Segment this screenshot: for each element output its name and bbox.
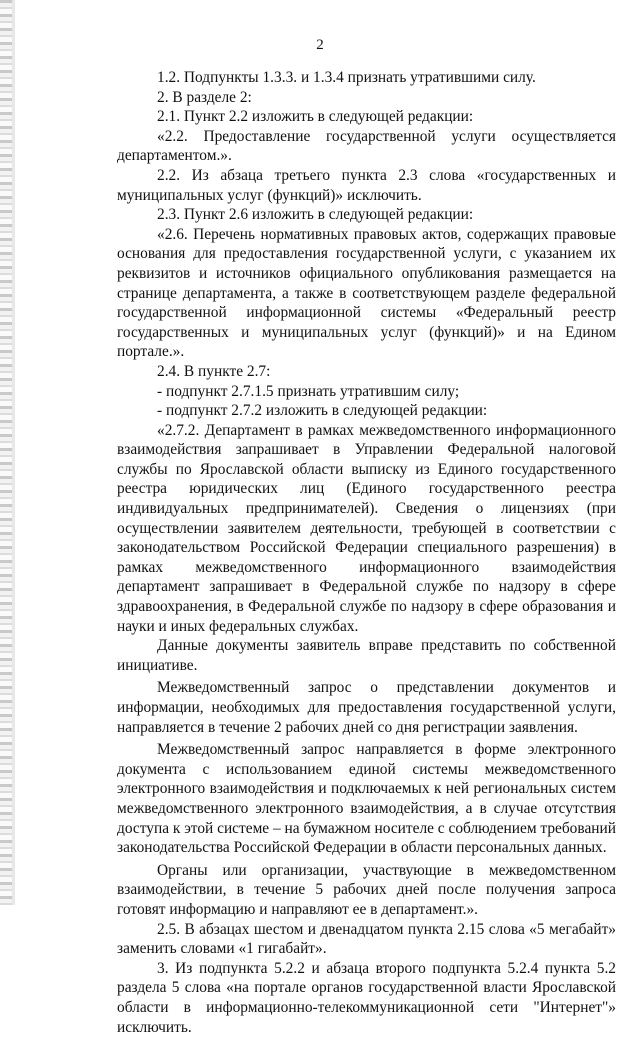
paragraph-1-2: 1.2. Подпункты 1.3.3. и 1.3.4 признать утратившими силу. [157, 69, 536, 86]
paragraph-2-2-quote: «2.2. Предоставление государственной услуги осуществляется департаментом.». [117, 127, 616, 165]
paragraph-2: 2. В разделе 2: [157, 88, 252, 106]
document-body [117, 68, 616, 1037]
paragraph-2-7-2-quote: «2.7.2. Департамент в рамках межведомственного информационного взаимодействия запрашивает в Управлении Федеральной налоговой службы по Ярославской области выписку из Единого государственного реестра юридических лиц (Единого государственного реестра индивидуальных предпринимателей). Сведения о лицензиях (при осуществлении заявителем деятельности, требующей в соответствии с законодательством Российской Федерации специального разрешения) в рамках межведомственного информационного взаимодействия департамент запрашивает в Федеральной службе по надзору в сфере здравоохранения, в Федеральной службе по надзору в сфере образования и науки и иных федеральных службах. [117, 421, 616, 635]
scan-edge-artifact [0, 0, 12, 905]
scan-edge-shadow [12, 0, 15, 905]
paragraph-2-5: 2.5. В абзацах шестом и двенадцатом пункта 2.15 слова «5 мегабайт» заменить словами «1 гигабайт». [117, 920, 616, 958]
paragraph-request-deadline: Межведомственный запрос о представлении документов и информации, необходимых для предоставления государственной услуги, направляется в течение 2 рабочих дней со дня регистрации заявления. [117, 679, 616, 736]
page-number: 2 [316, 37, 324, 53]
paragraph-2-2: 2.2. Из абзаца третьего пункта 2.3 слова «государственных и муниципальных услуг (функций)» исключить. [117, 166, 616, 204]
paragraph-2-4: 2.4. В пункте 2.7: [157, 362, 271, 380]
paragraph-documents-initiative: Данные документы заявитель вправе представить по собственной инициативе. [117, 637, 616, 674]
paragraph-2-1: 2.1. Пункт 2.2 изложить в следующей редакции: [157, 108, 474, 126]
paragraph-3: 3. Из подпункта 5.2.2 и абзаца второго подпункта 5.2.4 пункта 5.2 раздела 5 слова «на портале органов государственной власти Ярославской области в информационно-телекоммуникационной сети "Интернет"» исключить. [117, 959, 616, 1036]
paragraph-2-4-item-1: - подпункт 2.7.1.5 признать утратившим силу; [157, 382, 460, 400]
paragraph-2-6-quote: «2.6. Перечень нормативных правовых актов, содержащих правовые основания для предоставления государственной услуги, с указанием их реквизитов и источников официального опубликования размещается на странице департамента, а также в соответствующем разделе федеральной государственной информационной системы «Федеральный реестр государственных и муниципальных услуг (функций)» и на Едином портале.». [117, 225, 616, 361]
paragraph-2-3: 2.3. Пункт 2.6 изложить в следующей редакции: [157, 206, 474, 224]
paragraph-organizations: Органы или организации, участвующие в межведомственном взаимодействии, в течение 5 рабочих дней после получения запроса готовят информацию и направляют ее в департамент.». [117, 861, 616, 918]
paragraph-2-4-item-2: - подпункт 2.7.2 изложить в следующей редакции: [157, 402, 488, 420]
paragraph-request-form: Межведомственный запрос направляется в форме электронного документа с использованием единой системы межведомственного электронного взаимодействия и подключаемых к ней региональных систем межведомственного электронного взаимодействия, а в случае отсутствия доступа к этой системе – на бумажном носителе с соблюдением требований законодательства Российской Федерации в области персональных данных. [117, 741, 616, 857]
